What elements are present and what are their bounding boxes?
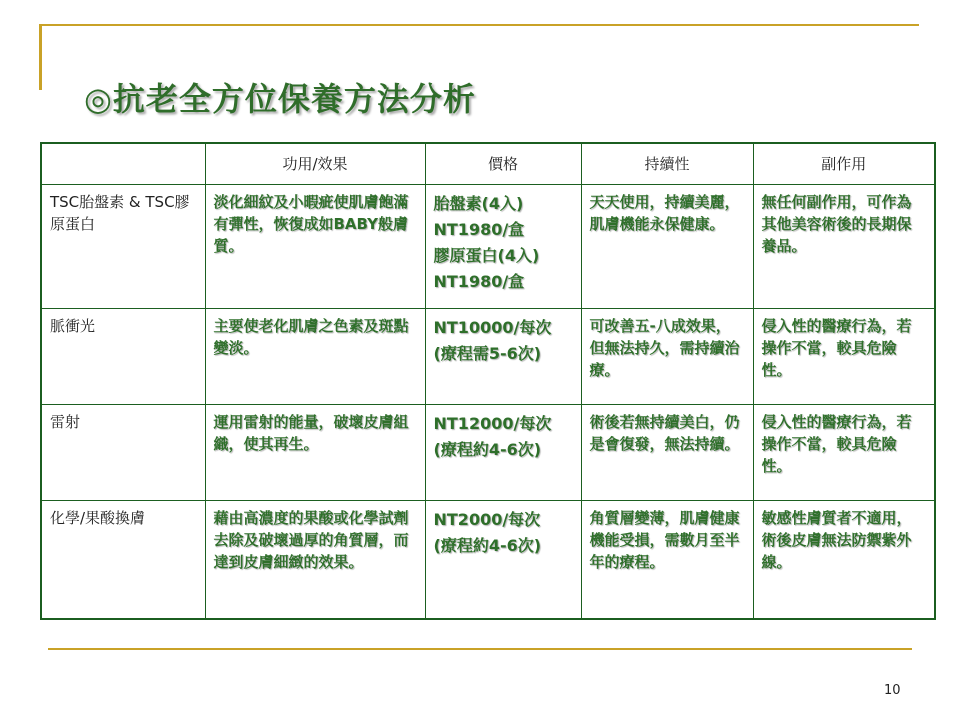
durability-cell: 天天使用，持續美麗，肌膚機能永保健康。 (581, 185, 753, 309)
comparison-table (40, 142, 936, 620)
table-row (41, 185, 935, 309)
decorative-top-line (39, 24, 919, 26)
price-line: NT1980/盒 (433, 220, 525, 239)
side-effects-cell: 無任何副作用，可作為其他美容術後的長期保養品。 (753, 185, 935, 309)
decorative-bottom-line (48, 648, 912, 650)
price-line: 胎盤素(4入) (433, 194, 524, 213)
page-title: ◎抗老全方位保養方法分析 (84, 80, 476, 118)
header-durability: 持續性 (581, 143, 753, 185)
table-row (41, 501, 935, 619)
row-label: 雷射 (41, 405, 205, 501)
table-header-row (41, 143, 935, 185)
effect-cell: 淡化細紋及小暇疵使肌膚飽滿有彈性，恢復成如BABY般膚質。 (205, 185, 425, 309)
price-cell (425, 185, 581, 309)
price-line: (療程約4-6次) (433, 440, 542, 459)
page-number: 10 (884, 683, 901, 698)
price-cell (425, 405, 581, 501)
table-row (41, 309, 935, 405)
side-effects-cell: 侵入性的醫療行為，若操作不當，較具危險性。 (753, 405, 935, 501)
decorative-vertical-line (39, 24, 42, 90)
price-line: NT10000/每次 (433, 318, 552, 337)
header-effect: 功用/效果 (205, 143, 425, 185)
header-blank (41, 143, 205, 185)
row-label: 脈衝光 (41, 309, 205, 405)
effect-cell: 主要使老化肌膚之色素及斑點變淡。 (205, 309, 425, 405)
price-line: 膠原蛋白(4入) (433, 246, 540, 265)
price-line: NT12000/每次 (433, 414, 552, 433)
table-row (41, 405, 935, 501)
durability-cell: 術後若無持續美白，仍是會復發，無法持續。 (581, 405, 753, 501)
header-price: 價格 (425, 143, 581, 185)
row-label: 化學/果酸換膚 (41, 501, 205, 619)
price-line: NT2000/每次 (433, 510, 541, 529)
price-line: (療程約4-6次) (433, 536, 542, 555)
header-side-effects: 副作用 (753, 143, 935, 185)
side-effects-cell: 敏感性膚質者不適用，術後皮膚無法防禦紫外線。 (753, 501, 935, 619)
row-label: TSC胎盤素 & TSC膠原蛋白 (41, 185, 205, 309)
side-effects-cell: 侵入性的醫療行為，若操作不當，較具危險性。 (753, 309, 935, 405)
effect-cell: 運用雷射的能量，破壞皮膚組織，使其再生。 (205, 405, 425, 501)
price-cell (425, 501, 581, 619)
durability-cell: 角質層變薄，肌膚健康機能受損，需數月至半年的療程。 (581, 501, 753, 619)
price-cell (425, 309, 581, 405)
price-line: (療程需5-6次) (433, 344, 542, 363)
price-line: NT1980/盒 (433, 272, 525, 291)
durability-cell: 可改善五-八成效果，但無法持久，需持續治療。 (581, 309, 753, 405)
effect-cell: 藉由高濃度的果酸或化學試劑去除及破壞過厚的角質層，而達到皮膚細緻的效果。 (205, 501, 425, 619)
